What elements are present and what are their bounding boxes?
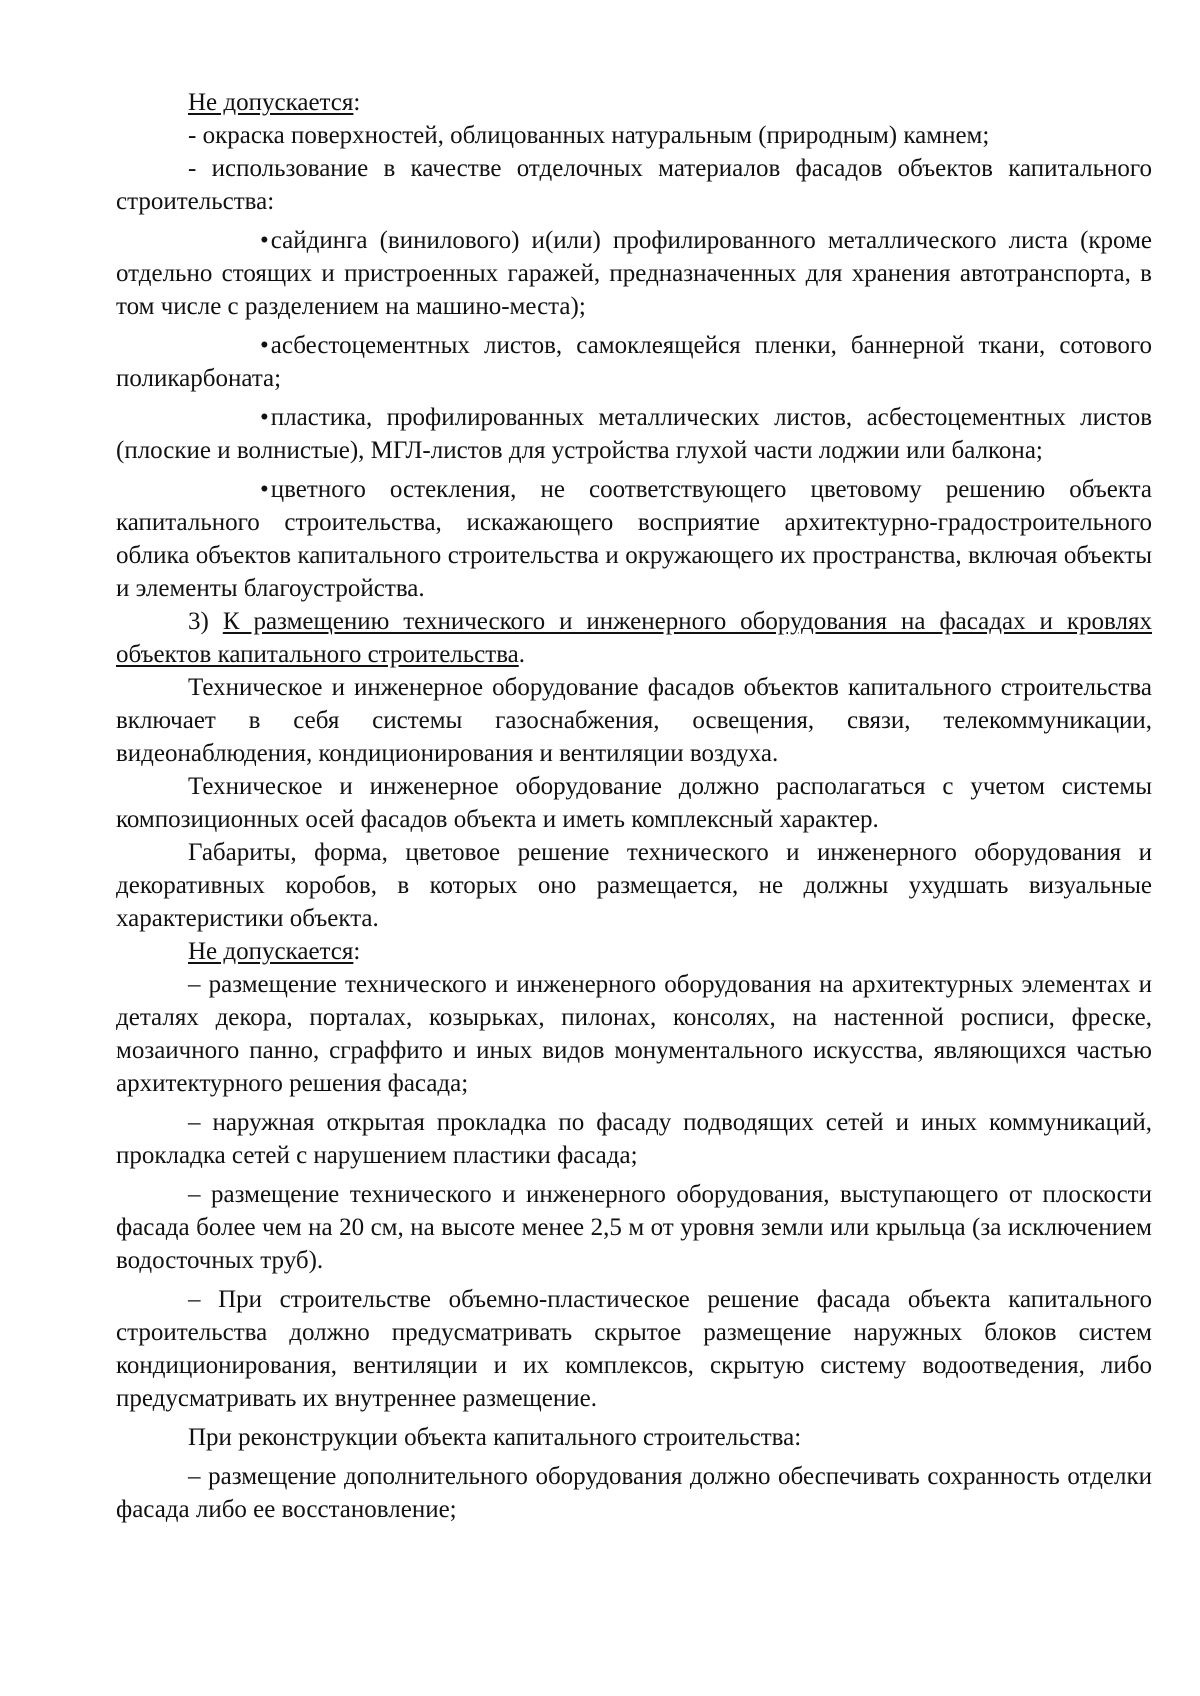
list-item-finishing-materials: - использование в качестве отделочных материалов фасадов объектов капитального строительства:	[116, 155, 1152, 215]
bullet-text: асбестоцементных листов, самоклеящейся пленки, баннерной ткани, сотового поликарбоната;	[116, 332, 1152, 392]
bullet-text: пластика, профилированных металлических листов, асбестоцементных листов (плоские и волнистые), МГЛ-листов для устройства глухой части лоджии или балкона;	[116, 404, 1152, 464]
heading-not-allowed-2	[116, 935, 1152, 968]
bullet-text: цветного остекления, не соответствующего цветовому решению объекта капитального строительства, искажающего восприятие архитектурно-градостроительного облика объектов капитального строительства и окружающего их пространства, включая объекты и элементы благоустройства.	[116, 476, 1152, 602]
section-number: 3)	[188, 608, 209, 635]
bullet-item-colored-glazing	[116, 473, 1152, 605]
list-item-stone-painting: - окраска поверхностей, облицованных натуральным (природным) камнем;	[188, 122, 990, 149]
bullet-item-siding	[116, 224, 1152, 323]
paragraph-equipment-includes: Техническое и инженерное оборудование фасадов объектов капитального строительства включает в себя системы газоснабжения, освещения, связи, телекоммуникации, видеонаблюдения, кондиционирования и вентиляции воздуха.	[116, 674, 1152, 767]
dash-item-additional-equipment: – размещение дополнительного оборудования должно обеспечивать сохранность отделки фасада либо ее восстановление;	[116, 1463, 1152, 1523]
dash-item-protruding-equipment: – размещение технического и инженерного оборудования, выступающего от плоскости фасада более чем на 20 см, на высоте менее 2,5 м от уровня земли или крыльца (за исключением водосточных труб).	[116, 1181, 1152, 1274]
document-page	[116, 86, 1152, 1526]
bullet-text: сайдинга (винилового) и(или) профилированного металлического листа (кроме отдельно стоящих и пристроенных гаражей, предназначенных для хранения автотранспорта, в том числе с разделением на машино-места);	[116, 227, 1152, 320]
heading-suffix: :	[353, 89, 361, 116]
bullet-icon: •	[260, 476, 269, 503]
heading-suffix: :	[353, 938, 361, 965]
bullet-icon: •	[260, 404, 269, 431]
dash-item-open-wiring: – наружная открытая прокладка по фасаду подводящих сетей и иных коммуникаций, прокладка сетей с нарушением пластики фасада;	[116, 1109, 1152, 1169]
heading-text: Не допускается	[188, 89, 354, 116]
section-3-heading	[116, 605, 1152, 671]
section-title: К размещению технического и инженерного оборудования на фасадах и кровлях объектов капитального строительства	[116, 608, 1153, 668]
paragraph-equipment-placement: Техническое и инженерное оборудование должно располагаться с учетом системы композиционных осей фасадов объекта и иметь комплексный характер.	[116, 773, 1152, 833]
heading-not-allowed-1	[116, 86, 1152, 119]
paragraph-equipment-dimensions: Габариты, форма, цветовое решение технического и инженерного оборудования и декоративных коробов, в которых оно размещается, не должны ухудшать визуальные характеристики объекта.	[116, 839, 1152, 932]
dash-item-decor-placement: – размещение технического и инженерного оборудования на архитектурных элементах и деталях декора, порталах, козырьках, пилонах, консолях, на настенной росписи, фреске, мозаичного панно, сграффито и иных видов монументального искусства, являющихся частью архитектурного решения фасада;	[116, 971, 1152, 1097]
bullet-item-asbestos-sheets	[116, 329, 1152, 395]
paragraph-reconstruction: При реконструкции объекта капитального строительства:	[188, 1424, 802, 1451]
dash-item-hidden-placement: – При строительстве объемно-пластическое решение фасада объекта капитального строительства должно предусматривать скрытое размещение наружных блоков систем кондиционирования, вентиляции и их комплексов, скрытую систему водоотведения, либо предусматривать их внутреннее размещение.	[116, 1286, 1152, 1412]
bullet-item-plastic	[116, 401, 1152, 467]
section-suffix: .	[518, 641, 526, 668]
bullet-icon: •	[260, 227, 269, 254]
heading-text: Не допускается	[188, 938, 354, 965]
bullet-icon: •	[260, 332, 269, 359]
